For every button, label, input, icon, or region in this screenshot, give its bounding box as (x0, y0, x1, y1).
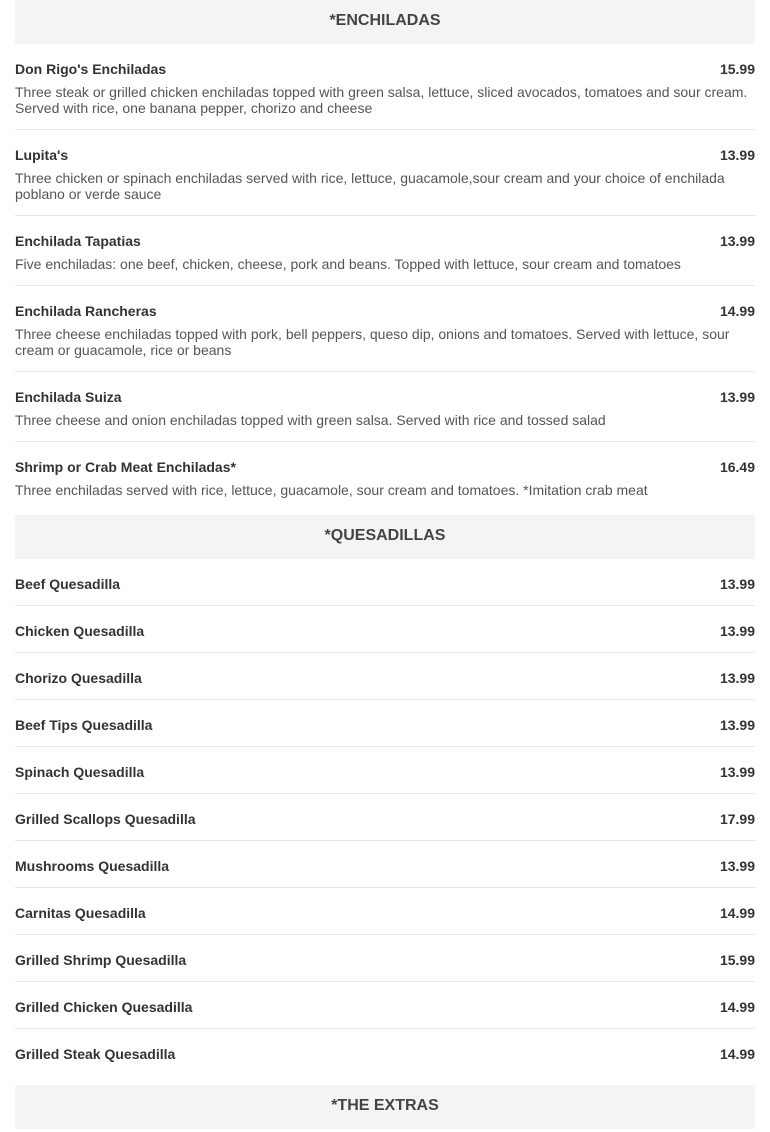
item-description: Three chicken or spinach enchiladas served with rice, lettuce, guacamole,sour cream and your choice of enchilada poblano or verde sauce (15, 170, 725, 202)
item-price: 13.99 (719, 233, 755, 249)
item-description: Three cheese enchiladas topped with pork, bell peppers, queso dip, onions and tomatoes. Served with lettuce, sour cream or guacamole, rice or beans (15, 326, 730, 358)
item-price: 14.99 (719, 905, 755, 921)
item-name: Carnitas Quesadilla (15, 905, 146, 921)
item-price: 13.99 (719, 764, 755, 780)
item-name: Grilled Chicken Quesadilla (15, 999, 193, 1015)
menu-item[interactable] (15, 216, 755, 286)
menu-item[interactable] (15, 700, 755, 747)
item-name: Chorizo Quesadilla (15, 670, 142, 686)
item-name: Spinach Quesadilla (15, 764, 145, 780)
item-price: 14.99 (719, 999, 755, 1015)
item-name: Don Rigo's Enchiladas (15, 61, 167, 77)
section-header-quesadillas: *QUESADILLAS (15, 515, 755, 559)
item-description: Three steak or grilled chicken enchiladas topped with green salsa, lettuce, sliced avocados, tomatoes and sour cream. Served with rice, one banana pepper, chorizo and cheese (15, 84, 748, 116)
menu-item[interactable] (15, 559, 755, 606)
item-name: Mushrooms Quesadilla (15, 858, 170, 874)
item-description: Three enchiladas served with rice, lettuce, guacamole, sour cream and tomatoes. *Imitation crab meat (15, 482, 648, 498)
item-name: Shrimp or Crab Meat Enchiladas* (15, 459, 236, 475)
item-price: 13.99 (719, 389, 755, 405)
menu-item[interactable] (15, 935, 755, 982)
item-price: 13.99 (719, 147, 755, 163)
menu-item[interactable] (15, 1029, 755, 1081)
item-name: Enchilada Tapatias (15, 233, 141, 249)
item-price: 15.99 (719, 61, 755, 77)
item-price: 17.99 (719, 811, 755, 827)
menu-item[interactable] (15, 841, 755, 888)
item-price: 13.99 (719, 576, 755, 592)
menu-item[interactable] (15, 747, 755, 794)
item-name: Grilled Steak Quesadilla (15, 1046, 176, 1062)
menu-item[interactable] (15, 442, 755, 513)
item-name: Beef Tips Quesadilla (15, 717, 153, 733)
menu-container (15, 0, 755, 1129)
menu-item[interactable] (15, 286, 755, 372)
item-name: Enchilada Rancheras (15, 303, 157, 319)
item-name: Grilled Shrimp Quesadilla (15, 952, 187, 968)
item-name: Grilled Scallops Quesadilla (15, 811, 196, 827)
item-name: Lupita's (15, 147, 69, 163)
menu-item[interactable] (15, 44, 755, 130)
section-header-enchiladas: *ENCHILADAS (15, 0, 755, 44)
menu-item[interactable] (15, 888, 755, 935)
menu-item[interactable] (15, 372, 755, 442)
item-price: 13.99 (719, 717, 755, 733)
item-description: Three cheese and onion enchiladas topped with green salsa. Served with rice and tossed salad (15, 412, 606, 428)
menu-item[interactable] (15, 653, 755, 700)
item-price: 13.99 (719, 858, 755, 874)
menu-item[interactable] (15, 794, 755, 841)
item-price: 15.99 (719, 952, 755, 968)
section-header-extras: *THE EXTRAS (15, 1085, 755, 1129)
item-price: 16.49 (719, 459, 755, 475)
menu-item[interactable] (15, 606, 755, 653)
item-price: 13.99 (719, 623, 755, 639)
item-name: Enchilada Suiza (15, 389, 122, 405)
menu-item[interactable] (15, 130, 755, 216)
item-name: Chicken Quesadilla (15, 623, 145, 639)
item-price: 14.99 (719, 303, 755, 319)
item-name: Beef Quesadilla (15, 576, 121, 592)
menu-item[interactable] (15, 982, 755, 1029)
item-price: 14.99 (719, 1046, 755, 1062)
item-price: 13.99 (719, 670, 755, 686)
item-description: Five enchiladas: one beef, chicken, cheese, pork and beans. Topped with lettuce, sour cream and tomatoes (15, 256, 681, 272)
